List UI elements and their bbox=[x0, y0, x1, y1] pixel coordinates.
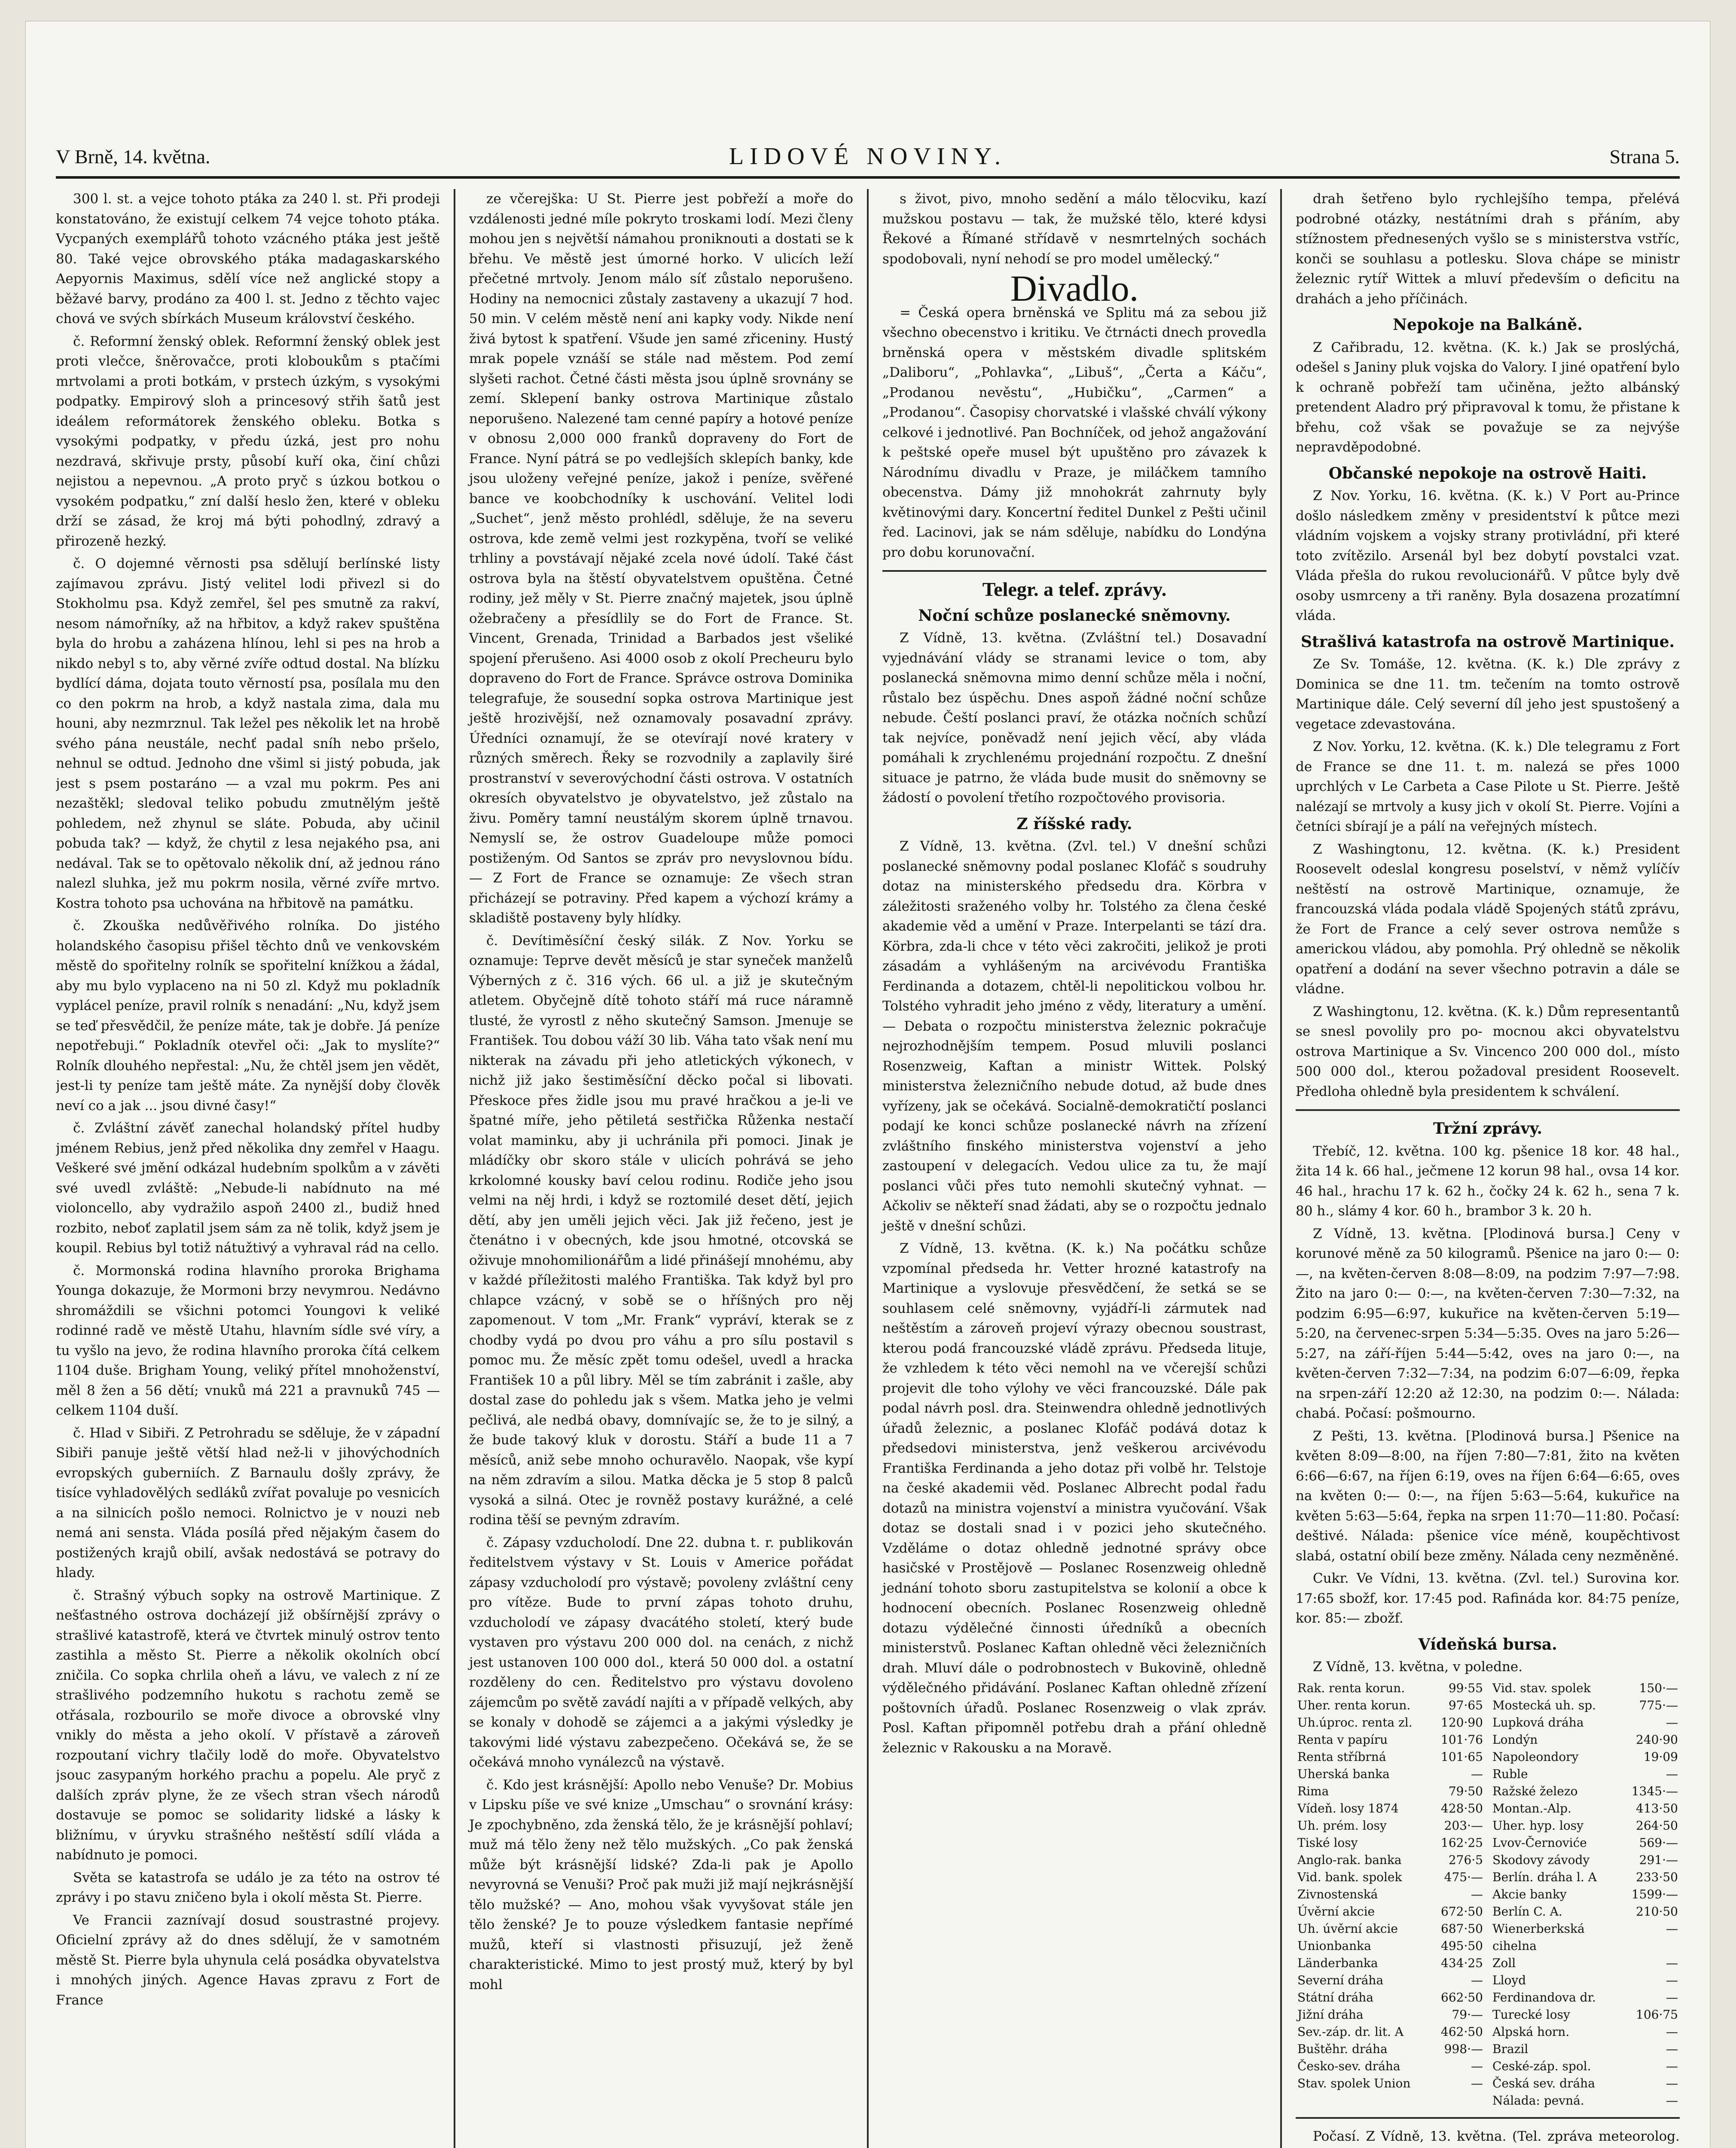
market-table bbox=[1296, 1680, 1680, 2109]
market-name: Länderbanka bbox=[1297, 1956, 1378, 1970]
article-paragraph: č. Mormonská rodina hlavního proroka Brighama Younga dokazuje, že Mormoni brzy nevymrou. Nedávno shromáždili se všichni potomci Youngovi k veliké rodinné radě ve městě Utahu, hlavním sídle své víry, a tu vyšlo na jevo, že rodina hlavního proroka čítá celkem 1104 duše. Brigham Young, veliký přítel mnohoženství, měl 8 žen a 56 dětí; vnuků má 221 a pravnuků 745 — celkem 1104 duší. bbox=[56, 1263, 440, 1418]
market-row bbox=[1491, 1766, 1680, 1783]
market-row bbox=[1491, 1714, 1680, 1731]
market-row bbox=[1491, 1972, 1680, 1989]
market-row bbox=[1296, 1852, 1485, 1869]
section-heading: Divadlo. bbox=[1010, 268, 1139, 309]
market-value: — bbox=[1666, 1715, 1678, 1730]
market-name: Uherská banka bbox=[1297, 1767, 1390, 1781]
market-value: — bbox=[1666, 2024, 1678, 2039]
market-name: Skodovy závody bbox=[1492, 1852, 1590, 1867]
market-row bbox=[1296, 1937, 1485, 1955]
market-name: Turecké losy bbox=[1492, 2007, 1570, 2022]
market-table-left bbox=[1296, 1680, 1485, 2092]
article-paragraph: Z Nov. Yorku, 12. května. (K. k.) Dle telegramu z Fort de France se dne 11. t. m. nalezá se přes 1000 uprchlých v Le Carbeta a Case Pilote u St. Pierre. Ještě nalézají se mrtvoly a kusy jich v okolí St. Pierre. Vojíni a četníci sbírají je a pálí na veřejných místech. bbox=[1296, 739, 1680, 834]
market-row bbox=[1491, 1852, 1680, 1869]
market-value: 240·90 bbox=[1636, 1732, 1678, 1747]
market-value: 672·50 bbox=[1441, 1904, 1483, 1919]
market-name: Alpská horn. bbox=[1492, 2024, 1570, 2039]
article-paragraph: Počasí. Z Vídně, 13. května. (Tel. zpráva meteorolog. bbox=[1313, 2128, 1680, 2144]
market-name: Uher. renta korun. bbox=[1297, 1698, 1411, 1712]
market-row bbox=[1296, 1800, 1485, 1817]
article-paragraph: Světa se katastrofa se událo je za této na ostrov té zprávy i po stavu zničeno byla i okolí města St. Pierre. bbox=[56, 1870, 440, 1905]
market-row bbox=[1296, 1697, 1485, 1714]
market-row bbox=[1491, 1920, 1680, 1955]
market-name: Lupková dráha bbox=[1492, 1715, 1584, 1730]
article-paragraph: Z Nov. Yorku, 16. května. (K. k.) V Port au-Prince došlo následkem změny v presidentství k půtce mezi vládním vojskem a vojsky strany protivládní, při které toto zvítězilo. Arsenál byl bez dobytí povstalci vzat. Vláda přešla do rukou revolucionářů. V půtce byly dvě osoby usmrceny a tři raněny. Byla dosazena prozatímní vláda. bbox=[1296, 488, 1680, 623]
market-name: Rak. renta korun. bbox=[1297, 1681, 1405, 1695]
market-name: Berlín C. A. bbox=[1492, 1904, 1562, 1919]
market-row bbox=[1296, 1766, 1485, 1783]
market-value: — bbox=[1471, 1767, 1483, 1781]
dateline: V Brně, 14. května. bbox=[56, 146, 211, 168]
article-paragraph: č. Zvláštní závěť zanechal holandský přítel hudby jménem Rebius, jenž před několika dny zemřel v Haagu. Veškeré své jmění odkázal hudebním spolkům a v závěti své uvedl zvláště: „Nebude-li nabídnuto na mé violoncello, aby vydražilo aspoň 2400 zl., budiž hned rozbito, neboť zaplatil jsem sám za ně tolik, když jsem je koupil. Rebius byl totiž nátužtivý a vyhraval rád na cello. bbox=[56, 1120, 440, 1256]
article-paragraph: Třebíč, 12. května. 100 kg. pšenice 18 kor. 48 hal., žita 14 k. 66 hal., ječmene 12 korun 98 hal., ovsa 14 kor. 46 hal., hrachu 17 k. 62 h., čočky 24 k. 62 h., sena 7 k. 80 h., slámy 4 kor. 60 h., brambor 3 k. 20 h. bbox=[1296, 1143, 1680, 1219]
market-value: 475·— bbox=[1444, 1870, 1483, 1884]
market-value: 162·25 bbox=[1441, 1835, 1483, 1850]
article-paragraph: Z Vídně, 13. května, v poledne. bbox=[1313, 1659, 1523, 1675]
article-paragraph: Z Pešti, 13. května. [Plodinová bursa.] Pšenice na květen 8:09—8:00, na říjen 7:80—7:81, žito na květen 6:66—6:67, na říjen 6:19, oves na říjen 6:64—6:65, oves na květen 0:— 0:—, na říjen 5:63—5:64, kukuřice na květen 5:63—5:64, řepka na srpen 11:70—11:80. Počasí: deštivé. Nálada: pšenice více méně, koupěchtivost slabá, ostatní obilí beze změny. Nálada ceny nezměněné. bbox=[1296, 1428, 1680, 1564]
market-value: — bbox=[1666, 1973, 1678, 1987]
market-value: 79·— bbox=[1452, 2007, 1483, 2022]
market-name: Akcie banky bbox=[1492, 1887, 1567, 1901]
column-rule bbox=[882, 570, 1266, 572]
section-heading: Občanské nepokoje na ostrově Haiti. bbox=[1328, 464, 1647, 482]
article-paragraph: Z Washingtonu, 12. května. (K. k.) Dům representantů se snesl povolily pro po- mocnou akci obyvatelstvu ostrova Martinique a Sv. Vincenco 200 000 dol., místo 500 000 dol., kterou požadoval president Roosevelt. Předloha ohledně byla presidentem k schválení. bbox=[1296, 1004, 1680, 1099]
market-row bbox=[1296, 1731, 1485, 1748]
market-value: — bbox=[1666, 2041, 1678, 2056]
article-paragraph: s život, pivo, mnoho sedění a málo tělocviku, kazí mužskou postavu — tak, že mužské tělo, které kdysi Řekové a Římané střídavě v nesmrtelných sochách spodobovali, nyní nehodí se pro model umělecký.“ bbox=[882, 191, 1266, 267]
article-paragraph: Z Vídně, 13. května. (Zvl. tel.) V dnešní schůzi poslanecké sněmovny podal poslanec Klofáč s soudruhy dotaz na ministerského předsedu dra. Körbra v záležitosti sraženého volby hr. Tolstého za člena české akademie věd a umění v Praze. Interpelanti se tází dra. Körbra, zda-li chce v této věci zakročiti, jelikož je proti zásadám a vyhlášeným na arcivévodu Františka Ferdinanda a dotazem, chtěl-li nepolitickou volbou hr. Tolstého vyhradit jeho jméno z vědy, literatury a umění. — Debata o rozpočtu ministerstva železnic pokračuje nejrozhodnějším tempem. Posud mluvili poslanci Rosenzweig, Kaftan a ministr Wittek. Polský ministerstva železničního nebude dotud, až bude dnes vyřízeny, jak se očekává. Socialně-demokratičtí poslanci podají ke konci schůze poslanecké návrh na zřízení zvláštního finského ministerstva vojenství a jeho zastoupení v delegacích. Vedou ulice za tu, že mají poslanci vůči přes tuto nemohli skutečný vyhnat. — Ačkoliv se někteří snad žádati, aby se o rozpočtu jednalo ještě v dnešní schůzi. bbox=[882, 839, 1266, 1234]
article-paragraph: 300 l. st. a vejce tohoto ptáka za 240 l. st. Při prodeji konstatováno, že existují celkem 74 vejce tohoto ptáka. Vycpaných exemplářů tohoto vzácného ptáka jest ještě 80. Také vejce obrovského ptáka madagaskarského Aepyornis Maximus, sdělí více než anglické stopy a běžavé barvy, prodáno za 400 l. st. Jedno z těchto vajec chová ve svých sbírkách Museum království českého. bbox=[56, 191, 440, 326]
market-name: Brazil bbox=[1492, 2041, 1529, 2056]
article-paragraph: č. Zápasy vzducholodí. Dne 22. dubna t. r. publikován ředitelstvem výstavy v St. Louis v Americe pořádat zápasy vzducholodí pro výstavě; povoleny zvláštní ceny pro vítěze. Bude to první zápas tohoto druhu, vzducholodí ve zápasy dvacátého století, který bude vystaven pro výstavu 200 000 dol. na cenách, z nichž jest ustanoven 100 000 dol., která 50 000 dol. a ostatní rozděleny do cen. Ředitelstvo pro výstavu dovoleno zájemcům po světě zavádí najíti a v případě velkých, aby se konaly v dohodě se zájemci a a jakými výsledky je takovými lidé výstavu zabezpečeno. Očekává se, že se očekává mnoho vynálezců na výstavě. bbox=[469, 1535, 853, 1770]
market-name: Ceské-záp. spol. bbox=[1492, 2059, 1591, 2073]
market-name: Ferdinandova dr. bbox=[1492, 1990, 1596, 2005]
market-name: Lvov-Černoviće bbox=[1492, 1835, 1587, 1850]
market-row bbox=[1491, 1748, 1680, 1766]
market-name: Nálada: pevná. bbox=[1492, 2093, 1584, 2108]
market-row bbox=[1296, 1989, 1485, 2006]
article-paragraph: Z Cařibradu, 12. května. (K. k.) Jak se proslýchá, odešel s Janiny pluk vojska do Valory. I jiné opatření bylo k ochraně pobřeží tam učiněna, ježto albánský pretendent Aladro prý připravoval k tomu, že přistane k břehu, což však se považuje se za nejvýše nepravděpodobné. bbox=[1296, 339, 1680, 455]
market-value: 1345·— bbox=[1631, 1784, 1678, 1798]
article-paragraph: Z Vídně, 13. května. (Zvláštní tel.) Dosavadní vyjednávání vlády se stranami levice o tom, aby poslanecká sněmovna mimo denní schůze měla i noční, růstalo bez úspěchu. Dnes aspoň žádné noční schůze nebude. Čeští poslanci praví, že otázka nočních schůzí tak nejvíce, poněvadž není jejich věcí, aby vláda pomáhali k zrychlenému projednání rozpočtu. Z dnešní situace je patrno, že vláda bude musit do sněmovny se žádostí o povolení třetího rozpočtového provisoria. bbox=[882, 630, 1266, 806]
market-row bbox=[1491, 1903, 1680, 1920]
market-value: — bbox=[1666, 2093, 1678, 2108]
market-name: Vid. stav. spolek bbox=[1492, 1681, 1591, 1695]
market-row bbox=[1296, 2058, 1485, 2075]
market-name: Státní dráha bbox=[1297, 1990, 1373, 2005]
market-value: 101·76 bbox=[1441, 1732, 1483, 1747]
market-row bbox=[1491, 1680, 1680, 1697]
market-name: Zivnostenská bbox=[1297, 1887, 1378, 1901]
market-row bbox=[1491, 2023, 1680, 2041]
market-name: Česko-sev. dráha bbox=[1297, 2059, 1400, 2073]
market-value: — bbox=[1666, 1990, 1678, 2005]
article-paragraph: č. O dojemné věrnosti psa sdělují berlínské listy zajímavou zprávu. Jistý velitel lodi přivezl si do Stokholmu psa. Když zemřel, šel pes smutně za rakví, nesom námořníky, až na hřbitov, a když rakev spuštěna byla do hrobu a zaházena hlínou, lehl si pes na hrob a nikdo nebyl s to, aby věrné zvíře odtud dostal. Na blízku bydlící dáma, dojata touto věrností psa, posílala mu den co den pokrm na hrob, a když nastala zima, dala mu houni, aby nezmrznul. Tak ležel pes několik let na hrobě svého pána neustále, nechť padal sníh nebo pršelo, nehnul se odtud. Jednoho dne všiml si jistý pobuda, jak jest s psem postaráno — a vzal mu pokrm. Pes ani nezaštěkl; sledoval teliko pobudu zmutnělým ještě pohledem, než zhynul se sláte. Pobuda, aby učinil pobuda tak? — když, že chytil z lesa nejakého psa, ani nedával. Tak se to opětovalo několik dní, až jednou ráno nalezl sluhka, jež mu pokrm nosila, věrné zvíře mrtvo. Kostra tohoto psa uchována na hřbitově na památku. bbox=[56, 556, 440, 911]
market-row bbox=[1296, 1783, 1485, 1800]
section-heading: Nepokoje na Balkáně. bbox=[1393, 316, 1583, 334]
article-paragraph: Ve Francii zaznívají dosud soustrastné projevy. Oficielní zprávy až do dnes sdělují, že v samotném městě St. Pierre byla uhynula celá posádka obyvatelstva i mnohých jiných. Agence Havas zpravu z Fort de France bbox=[56, 1912, 440, 2008]
market-value: 775·— bbox=[1639, 1698, 1678, 1712]
section-heading: Strašlivá katastrofa na ostrově Martinique. bbox=[1300, 632, 1675, 651]
market-name: Renta v papíru bbox=[1297, 1732, 1388, 1747]
market-name: Anglo-rak. banka bbox=[1297, 1852, 1402, 1867]
market-value: 99·55 bbox=[1448, 1681, 1483, 1695]
market-row bbox=[1491, 2058, 1680, 2075]
article-paragraph: č. Zkouška nedůvěřivého rolníka. Do jistého holandského časopisu přišel těchto dnů ve venkovském městě do spořitelny rolník se spořitelní knížkou a žádal, aby mu bylo vyplaceno na ni 50 zl. Když mu pokladník vyplácel peníze, pravil rolník s nenadání: „Nu, když jsem se teď přesvědčil, že peníze máte, tak je dobře. Já peníze nepotřebuji.“ Pokladník otevřel oči: „Jak to myslíte?“ Rolník dlouhého nepřestal: „Nu, že chtěl jsem jen vědět, jest-li ty peníze tam ještě máte. Za nynější doby člověk neví co a jak ... jsou divné časy!“ bbox=[56, 918, 440, 1114]
column-1 bbox=[56, 189, 455, 2148]
market-value: 291·— bbox=[1639, 1852, 1678, 1867]
market-value: — bbox=[1471, 2076, 1483, 2090]
market-row bbox=[1491, 2041, 1680, 2058]
market-name: Napoleondory bbox=[1492, 1749, 1579, 1764]
market-name: Česká sev. dráha bbox=[1492, 2076, 1595, 2090]
article-paragraph: č. Reformní ženský oblek. Reformní ženský oblek jest proti vlečce, šněrovačce, proti kloboukům s ptačími mrtvolami a proti botkám, v prstech úzkým, s vysokými podpatky. Empirový sloh a princesový střih šatů jest ideálem reformátorek ženského obleku. Botka s vysokými podpatky, v předu úzká, jest pro nohu nezdravá, skřivuje prsty, působí kuří oka, činí chůzi nejistou a nepevnou. „A proto pryč s úzkou botkou o vysokém podpatku,“ zní další heslo žen, které v obleku drží se zásad, že kroj má býti pohodlný, zdravý a přirozeně hezký. bbox=[56, 333, 440, 549]
market-name: Vid. bank. spolek bbox=[1297, 1870, 1402, 1884]
page-number: Strana 5. bbox=[1609, 146, 1680, 168]
column-2 bbox=[455, 189, 869, 2148]
market-row bbox=[1491, 2092, 1680, 2109]
column-rule bbox=[1296, 1109, 1680, 1111]
article-paragraph: č. Devítiměsíční český silák. Z Nov. Yorku se oznamuje: Teprve devět měsíců je star syneček manželů Výberných z č. 316 vých. 66 ul. a již je skutečným atletem. Obyčejně dítě tohoto stáří má ruce náramně tlusté, že vyrostl z něho skutečný Samson. Jmenuje se František. Tou dobou váží 30 lib. Váha tato však není mu nikterak na závadu při jeho atletických výkonech, v nichž již jako šestiměsíční děcko počal si libovati. Přeskoce přes židle jsou mu pravé hračkou a je-li ve špatné míře, jeho pětiletá sestřička Růženka nestačí volat maminku, aby ji uchránila při pomoci. Jinak je mládíčky obr skoro stále v ulicích pohrává se jeho krkolomné kousky baví celou rodinu. Rodiče jeho jsou velmi na něj hrdi, i když se roztomilé deset dětí, jejich dětí, aby jen uměli jejich věci. Jak již řečeno, jest je čtenátno i v obecných, kde jsou hmotné, otcovská se oživuje mnohomilionářům a lidé přinášejí mnohému, aby v každé příležitosti malého Františka. Tak když byl pro chlapce vzácný, v sobě se o hříšných pro něj zapomenout. V tom „Mr. Frank“ vypráví, kterak se z chodby vydá po dvou pro váhu a pro sílu postavil s pomoc mu. Že měsíc zpět tomu odešel, uvedl a hracka František 10 a půl libry. Měl se tím zabránit i zašle, aby dostal zase do pohledu jak s všem. Matka jeho je velmi pečlivá, ale nedbá obavy, domnívajíc se, že to je silný, a že bude takový kluk v dorostu. Stáří a bude 11 a 7 měsíců, aniž sebe mnoho ochuravělo. Naopak, vše kypí na něm zdravím a silou. Matka děcka je 5 stop 8 palců vysoká a silná. Otec je rovněž postavy kurážné, a celé rodina těší se pevným zdravím. bbox=[469, 933, 853, 1528]
section-heading: Telegr. a telef. zprávy. bbox=[982, 578, 1167, 600]
market-value: — bbox=[1471, 1887, 1483, 1901]
market-row bbox=[1491, 2075, 1680, 2092]
market-value: — bbox=[1471, 2059, 1483, 2073]
market-value: 434·25 bbox=[1441, 1956, 1483, 1970]
market-name: Uh. prém. losy bbox=[1297, 1818, 1387, 1833]
market-value: 203·— bbox=[1444, 1818, 1483, 1833]
page-header bbox=[56, 137, 1680, 179]
market-value: — bbox=[1666, 2076, 1678, 2090]
market-row bbox=[1491, 1731, 1680, 1748]
market-value: 210·50 bbox=[1636, 1904, 1678, 1919]
market-value: 150·— bbox=[1639, 1681, 1678, 1695]
market-name: Unionbanka bbox=[1297, 1938, 1371, 1953]
masthead-title: LIDOVÉ NOVINY. bbox=[729, 143, 1007, 170]
market-row bbox=[1296, 1748, 1485, 1766]
market-value: 413·50 bbox=[1636, 1801, 1678, 1815]
article-paragraph: Z Washingtonu, 12. května. (K. k.) President Roosevelt odeslal kongresu poselství, v němž vylíčív neštěstí na ostrově Martinique, oznamuje, že francouzská vláda podala vládě Spojených států zprávu, že Fort de France a celý sever ostrova nemůže s americkou vládou, aby pomohla. Prý ohledně se několik opatření a dodání na sever všechno potravin a dále se vládne. bbox=[1296, 841, 1680, 997]
market-row bbox=[1296, 1834, 1485, 1852]
market-name: Rima bbox=[1297, 1784, 1329, 1798]
market-row bbox=[1296, 2023, 1485, 2041]
market-row bbox=[1296, 2075, 1485, 2092]
market-row bbox=[1491, 1886, 1680, 1903]
market-value: — bbox=[1666, 2059, 1678, 2073]
market-value: — bbox=[1666, 1956, 1678, 1970]
column-rule bbox=[1296, 2117, 1680, 2119]
market-row bbox=[1296, 1903, 1485, 1920]
market-value: 687·50 bbox=[1441, 1921, 1483, 1936]
market-value: 101·65 bbox=[1441, 1749, 1483, 1764]
market-value: 264·50 bbox=[1636, 1818, 1678, 1833]
market-value: 120·90 bbox=[1441, 1715, 1483, 1730]
market-name: Severní dráha bbox=[1297, 1973, 1384, 1987]
market-value: 233·50 bbox=[1636, 1870, 1678, 1884]
article-paragraph: Z Vídně, 13. května. [Plodinová bursa.] Ceny v korunové měně za 50 kilogramů. Pšenice na jaro 0:— 0:—, na květen-červen 8:08—8:09, na podzim 7:97—7:98. Žito na jaro 0:— 0:—, na květen-červen 7:30—7:32, na podzim 6:95—6:97, kukuřice na květen-červen 5:19—5:20, na červenec-srpen 5:34—5:35. Oves na jaro 5:26—5:27, na září-říjen 5:44—5:42, oves na jaro 0:—, na květen-červen 7:32—7:34, na podzim 6:07—6:09, řepka na srpen-září 12:20 až 12:30, na podzim 0:—. Nálada: chabá. Počasí: pošmourno. bbox=[1296, 1226, 1680, 1421]
market-name: Tiské losy bbox=[1297, 1835, 1358, 1850]
market-value: 19·09 bbox=[1643, 1749, 1678, 1764]
market-row bbox=[1296, 1955, 1485, 1972]
newspaper-page bbox=[26, 21, 1710, 2148]
market-row bbox=[1296, 2006, 1485, 2023]
article-paragraph: drah šetřeno bylo rychlejšího tempa, přelévá podrobné otázky, nestátními drah s přáním, aby stížnostem přednesených vyšlo se s ministerstva vstříc, konči se souhlasu a potlesku. Slova chápe se ministr železnic rytíř Wittek a mluví především o deficitu na drahách a jeho příčinách. bbox=[1296, 191, 1680, 307]
market-name: Berlín. dráha l. A bbox=[1492, 1870, 1597, 1884]
market-name: Zoll bbox=[1492, 1956, 1516, 1970]
market-row bbox=[1491, 1869, 1680, 1886]
article-paragraph: = Česká opera brněnská ve Splitu má za sebou již všechno obecenstvo i kritiku. Ve čtrnácti dnech provedla brněnská opera v městském divadle splitském „Daliboru“, „Pohlavka“, „Libuš“, „Čerta a Káču“, „Prodanou nevěstu“, „Hubičku“, „Carmen“ a „Prodanou“. Časopisy chorvatské i vlašské chválí výkony celkové i jednotlivé. Pan Bochníček, od jehož angažování k peštské opeře musel být upuštěno pro závazek k Národnímu divadlu v Praze, je miláčkem tamního obecenstva. Dámy již mnohokrát zahrnuty byly květinovými dary. Koncertní ředitel Dunkel z Pešti učinil řed. Lacinovi, jak se nám sděluje, nabídku do Londýna pro dobu korunovační. bbox=[882, 305, 1266, 560]
market-value: 569·— bbox=[1639, 1835, 1678, 1850]
article-paragraph: č. Kdo jest krásnější: Apollo nebo Venuše? Dr. Mobius v Lipsku píše ve své knize „Umschau“ o srovnání krásy: Je zpochybněno, zda ženská tělo, že je krásnější pohlaví; muž má tělo ženy než tělo mužských. „Co pak ženská může být krásnější lidské? Zda-li pak je Apollo nevyrovná se Venuši? Proč pak muži již mají nejkrásnější tělo mužské? — Ano, mohou však vyvyšovat stále jen tělo ženské? Je to pouze výsledkem fantasie nepřímé mužů, kteří si vlastnosti přisuzují, jež ženě charakteristické. Mimo to jest prostý muž, který by byl mohl bbox=[469, 1777, 853, 1992]
market-row bbox=[1491, 1783, 1680, 1800]
article-paragraph: č. Strašný výbuch sopky na ostrově Martinique. Z nešťastného ostrova docházejí již obšírnější zprávy o strašlivé katastrofě, která ve čtvrtek minulý ostrov tento zastihla a město St. Pierre a několik okolních obcí zničila. Co sopka chrlila oheň a lávu, ve valech z ní ze strašlivého podzemního hukotu s rachotu země se otřásala, rozbourilo se moře divoce a obrovské vlny vnikly do města a jeho okolí. V přístavě a zároveň rozpoutaní vichry tlačily lodě do moře. Obyvatelstvo jsouc zasypaným horkého prachu a popelu. Ale pryč z dalších zpráv plyne, že ze všech stran všech národů dostavuje se pomoc se solidarity lidské a lásky k bližnímu, v úryvku strašného neštěstí sdílí vláda a nabídnuto je pomoci. bbox=[56, 1587, 440, 1863]
market-value: 462·50 bbox=[1441, 2024, 1483, 2039]
market-name: Renta stříbrná bbox=[1297, 1749, 1386, 1764]
market-value: — bbox=[1471, 1973, 1483, 1987]
columns bbox=[56, 189, 1680, 2148]
market-value: 97·65 bbox=[1448, 1698, 1483, 1712]
market-name: Uh. úvěrní akcie bbox=[1297, 1921, 1398, 1936]
section-heading: Noční schůze poslanecké sněmovny. bbox=[918, 606, 1231, 625]
market-row bbox=[1296, 1817, 1485, 1834]
market-row bbox=[1491, 1834, 1680, 1852]
market-name: Ražské železo bbox=[1492, 1784, 1578, 1798]
market-name: Úvěrní akcie bbox=[1297, 1904, 1375, 1919]
market-row bbox=[1491, 1817, 1680, 1834]
article-paragraph: Z Vídně, 13. května. (K. k.) Na počátku schůze vzpomínal předseda hr. Vetter hrozné katastrofy na Martinique a vyslovuje přesvědčení, že setká se se souhlasem celé sněmovny, vyjádří-li zármutek nad neštěstím a zároveň projeví výrazy obecnou soustrast, kterou podá francouzské vládě zprávu. Předseda lituje, že vzhledem k této věci nemohl na ve včerejší schůzi projevit dle toho výlohy ve věci francouzské. Dále pak podal návrh posl. dra. Steinwendra ohledně jednotlivých úřadů železnic, a poslanec Klofáč podává dotaz k předsedovi ministerstva, jenž veškerou arcivévodu Františka Ferdinanda a jeho dotaz při volbě hr. Telstoje na české akademii věd. Poslanec Albrecht podal řadu dotazů na ministra vojenství a ministra vyučování. Však dotaz se dostali snad i v pozici jeho skutečného. Vzděláme o dotaz ohledně jednotné správy obce hasičské v Prostějově — Poslanec Rosenzweig ohledně jednání tohoto sboru zastupitelstva se kolonií a obce k hodnocení obecních. Poslanec Rosenzweig ohledně dotazu výdělečné činnosti úředníků a obecních ministerstvů. Poslanec Kaftan ohledně věci železničních drah. Mluví dále o podrobnostech v Bukovině, ohledně výdělečného přidávání. Poslanec Kaftan ohledně zřízení poštovních úřadů. Poslanec Rosenzweig o vlak zpráv. Posl. Kaftan připomněl potřebu drah a přání ohledně železnic v Rakousku a na Moravě. bbox=[882, 1241, 1266, 1756]
market-name: Montan.-Alp. bbox=[1492, 1801, 1571, 1815]
market-row bbox=[1296, 1972, 1485, 1989]
article-paragraph: ze včerejška: U St. Pierre jest pobřeží a moře do vzdálenosti jedné míle pokryto troskami lodí. Mezi členy mohou jen s největší námahou proniknouti a dostati se k břehu. Ve městě jest úmorné horko. V ulicích leží přečetné mrtvoly. Jenom málo síť zůstalo neporušeno. Hodiny na nemocnici zůstaly zastaveny a ukazují 7 hod. 50 min. V celém městě není ani kapky vody. Nikde není živá bytost k spatření. Všude jen samé zřiceniny. Hustý mrak popele vznáší se stále nad městem. Pod zemí slyšeti rachot. Četné části města jsou úplně srovnány se zemí. Sklepení banky ostrova Martinique zůstalo neporušeno. Nalezené tam cenné papíry a hotové peníze v obnosu 2,000 000 franků dopraveny do Fort de France. Nyní pátrá se po vedlejších sklepích banky, kde jsou uloženy veřejné peníze, jakož i peníze, svěřené bance ve koobchodníky k uschování. Velitel lodi „Suchet“, jenž město prohlédl, sděluje, že na severu ostrova, kde země velmi jest rozkypěna, tvoří se veliké trhliny a povstávají nějaké zcela nové údolí. Také část ostrova byla na štěstí obyvatelstvem opuštěna. Četné rodiny, jež měly v St. Pierre značný majetek, jsou úplně ožebračeny a přesídlily se do Fort de France. St. Vincent, Grenada, Trinidad a Barbados jest všeliké spojení přerušeno. Asi 4000 osob z okolí Precheuru bylo dopraveno do Fort de France. Správce ostrova Dominika telegrafuje, že sousední sopka ostrova Martinique jest ještě hrozivější, než oznamovaly posavadní zprávy. Úředníci oznamují, že se otevírají nové kratery v různých směrech. Řeky se rozvodnily a zaplavily širé prostranství v severovýchodní části ostrova. V ostatních okresích obyvatelstvo je obyvatelstvo, jež zůstalo na živu. Poměry tamní neustálým skorem úplně trnavou. Nemyslí se, že ostrov Guadeloupe může pomoci postiženým. Od Santos se zpráv pro nevyslovnou bídu. — Z Fort de France se oznamuje: Ze všech stran přicházejí se potraviny. Před kapem a výchozí krámy a skladiště postaveny byly hlídky. bbox=[469, 191, 853, 926]
market-name: Mostecká uh. sp. bbox=[1492, 1698, 1596, 1712]
market-value: 1599·— bbox=[1631, 1887, 1678, 1901]
market-name: Uh.úproc. renta zl. bbox=[1297, 1715, 1413, 1730]
market-row bbox=[1296, 1920, 1485, 1937]
market-name: Londýn bbox=[1492, 1732, 1538, 1747]
market-name: Stav. spolek Union bbox=[1297, 2076, 1411, 2090]
market-name: Jižní dráha bbox=[1297, 2007, 1364, 2022]
market-row bbox=[1296, 1714, 1485, 1731]
market-name: Lloyd bbox=[1492, 1973, 1526, 1987]
market-value: 998·— bbox=[1444, 2041, 1483, 2056]
market-row bbox=[1296, 1680, 1485, 1697]
section-heading: Vídeňská bursa. bbox=[1418, 1635, 1557, 1654]
market-value: 79·50 bbox=[1448, 1784, 1483, 1798]
market-value: 495·50 bbox=[1441, 1938, 1483, 1953]
market-name: Ruble bbox=[1492, 1767, 1528, 1781]
market-row bbox=[1296, 1869, 1485, 1886]
market-value: 428·50 bbox=[1441, 1801, 1483, 1815]
article-paragraph: Ze Sv. Tomáše, 12. května. (K. k.) Dle zprávy z Dominica se dne 11. tm. tečením na tomto ostrově Martinique dále. Celý severní díl jeho jest spustošený a vegetace zdevastována. bbox=[1296, 656, 1680, 732]
column-4 bbox=[1282, 189, 1680, 2148]
market-name: Uher. hyp. losy bbox=[1492, 1818, 1583, 1833]
market-row bbox=[1491, 1697, 1680, 1714]
market-value: — bbox=[1666, 1921, 1678, 1936]
market-value: — bbox=[1666, 1767, 1678, 1781]
market-name: Sev.-záp. dr. lit. A bbox=[1297, 2024, 1403, 2039]
section-heading: Tržní zprávy. bbox=[1433, 1120, 1543, 1138]
market-value: 106·75 bbox=[1636, 2007, 1678, 2022]
article-paragraph: Cukr. Ve Vídni, 13. května. (Zvl. tel.) Surovina kor. 17:65 sbožf, kor. 17:45 pod. Rafináda kor. 84:75 peníze, kor. 85:— zbožf. bbox=[1296, 1571, 1680, 1626]
market-row bbox=[1491, 1989, 1680, 2006]
market-value: 276·5 bbox=[1448, 1852, 1483, 1867]
section-heading: Z říšské rady. bbox=[1016, 815, 1132, 833]
market-table-right bbox=[1491, 1680, 1680, 2109]
article-paragraph: č. Hlad v Sibiři. Z Petrohradu se sděluje, že v západní Sibiři panuje ještě větší hlad než-li v jihovýchodních evropských guberniích. Z Barnaulu došly zprávy, že tisíce vyhladovělých sedláků zvířat povaluje po vesnicích a na silnicích pošlo nemoci. Rolnictvo je v nouzi neb nemá ani sensta. Vláda posílá před nějakým časem do postižených krajů obilí, avšak nedostává se potravy do hlady. bbox=[56, 1425, 440, 1580]
market-name: Buštěhr. dráha bbox=[1297, 2041, 1388, 2056]
market-value: 662·50 bbox=[1441, 1990, 1483, 2005]
market-row bbox=[1296, 1886, 1485, 1903]
market-row bbox=[1491, 1955, 1680, 1972]
market-name: Wienerberkská cihelna bbox=[1492, 1921, 1585, 1953]
market-row bbox=[1491, 2006, 1680, 2023]
market-row bbox=[1296, 2041, 1485, 2058]
market-row bbox=[1491, 1800, 1680, 1817]
column-3 bbox=[869, 189, 1282, 2148]
market-name: Vídeň. losy 1874 bbox=[1297, 1801, 1399, 1815]
